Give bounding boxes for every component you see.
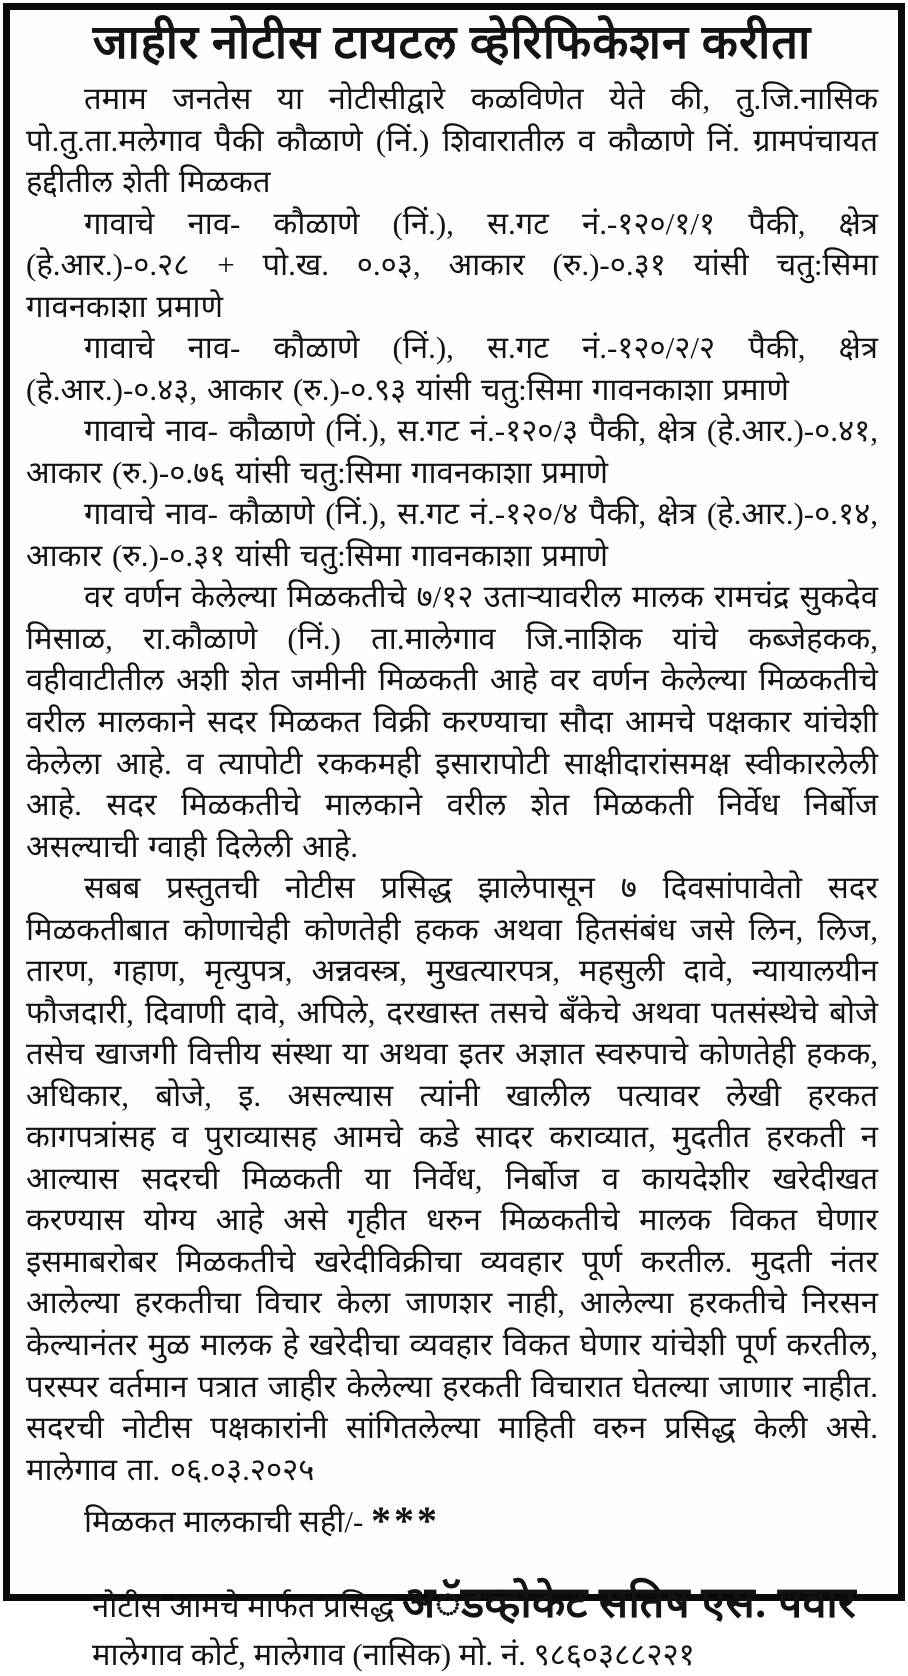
notice-paragraph-owner-details: वर वर्णन केलेल्या मिळकतीचे ७/१२ उताऱ्यावरील मालक रामचंद्र सुकदेव मिसाळ, रा.कौळाणे (निं.) ता.मालेगाव जि.नाशिक यांचे कब्जेहकक, वहीवाटीतील अशी शेत जमीनी मिळकती आहे वर वर्णन केलेल्या मिळकतीचे वरील मालकाने सदर मिळकत विक्री करण्याचा सौदा आमचे पक्षकार यांचेशी केलेला आहे. व त्यापोटी रककमही इसारापोटी साक्षीदारांसमक्ष स्वीकारलेली आहे. सदर मिळकतीचे मालकाने वरील शेत मिळकती निर्वेध निर्बोज असल्याची ग्वाही दिलेली आहे. — [26, 579, 878, 864]
notice-paragraph-plot-2: गावाचे नाव- कौळाणे (निं.), स.गट नं.-१२०/२/२ पैकी, क्षेत्र (हे.आर.)-०.४३, आकार (रु.)-०.९३ यांसी चतु:सिमा गावनकाशा प्रमाणे — [26, 330, 878, 407]
notice-paragraph-objection-terms: सबब प्रस्तुतची नोटीस प्रसिद्ध झालेपासून ७ दिवसांपावेतो सदर मिळकतीबात कोणाचेही कोणतेही हकक अथवा हितसंबंध जसे लिन, लिज, तारण, गहाण, मृत्युपत्र, अन्नवस्त्र, मुखत्यारपत्र, महसुली दावे, न्यायालयीन फौजदारी, दिवाणी दावे, अपिले, दरखास्त तसचे बँकेचे अथवा पतसंस्थेचे बोजे तसेच खाजगी वित्तीय संस्था या अथवा इतर अज्ञात स्वरुपाचे कोणतेही हकक, अधिकार, बोजे, इ. असल्यास त्यांनी खालील पत्यावर लेखी हरकत कागपत्रांसह व पुराव्यासह आमचे कडे सादर कराव्यात, मुदतीत हरकती न आल्यास सदरची मिळकती या निर्वेध, निर्बोज व कायदेशीर खरेदीखत करण्यास योग्य आहे असे गृहीत धरुन मिळकतीचे मालक विकत घेणार इसमाबरोबर मिळकतीचे खरेदीविक्रीचा व्यवहार पूर्ण करतील. मुदती नंतर आलेल्या हरकतीचा विचार केला जाणशर नाही, आलेल्या हरकतीचे निरसन केल्यानंतर मुळ मालक हे खरेदीचा व्यवहार विकत घेणार यांचेशी पूर्ण करतील, परस्पर वर्तमान पत्रात जाहीर केलेल्या हरकती विचारात घेतल्या जाणार नाहीत. सदरची नोटीस पक्षकारांनी सांगितलेल्या माहिती वरुन प्रसिद्ध केली असे. मालेगाव ता. ०६.०३.२०२५ — [26, 870, 878, 1487]
publisher-name: अॅडव्होकेट सतिष एस. पवार — [402, 1579, 857, 1627]
signature-stars: *** — [371, 1498, 441, 1544]
notice-title — [26, 16, 878, 70]
signature-line — [26, 1494, 878, 1548]
notice-border-frame — [3, 3, 905, 1673]
notice-paragraph-plot-1: गावाचे नाव- कौळाणे (निं.), स.गट नं.-१२०/१/१ पैकी, क्षेत्र (हे.आर.)-०.२८ + पो.ख. ०.०३, आकार (रु.)-०.३१ यांसी चतु:सिमा गावनकाशा प्रमाणे — [26, 205, 878, 324]
notice-title-text: जाहीर नोटीस टायटल व्हेरिफिकेशन करीता — [92, 17, 812, 69]
signature-label: मिळकत मालकाची सही/- — [84, 1504, 364, 1540]
publisher-line — [26, 1578, 878, 1630]
notice-paragraph-plot-3: गावाचे नाव- कौळाणे (निं.), स.गट नं.-१२०/३ पैकी, क्षेत्र (हे.आर.)-०.४१, आकार (रु.)-०.७६ यांसी चतु:सिमा गावनकाशा प्रमाणे — [26, 413, 878, 490]
notice-paragraph-intro: तमाम जनतेस या नोटीसीद्वारे कळविणेत येते की, तु.जि.नासिक पो.तु.ता.मलेगाव पैकी कौळाणे (निं.) शिवारातील व कौळाणे निं. ग्रामपंचायत हद्दीतील शेती मिळकत — [26, 81, 878, 200]
publisher-address: मालेगाव कोर्ट, मालेगाव (नासिक) मो. नं. ९८६०३८८२२१ — [92, 1637, 695, 1673]
publisher-prefix: नोटीस आमचे मार्फत प्रसिद्ध — [92, 1588, 395, 1624]
notice-paragraph-plot-4: गावाचे नाव- कौळाणे (निं.), स.गट नं.-१२०/४ पैकी, क्षेत्र (हे.आर.)-०.१४, आकार (रु.)-०.३१ यांसी चतु:सिमा गावनकाशा प्रमाणे — [26, 496, 878, 573]
